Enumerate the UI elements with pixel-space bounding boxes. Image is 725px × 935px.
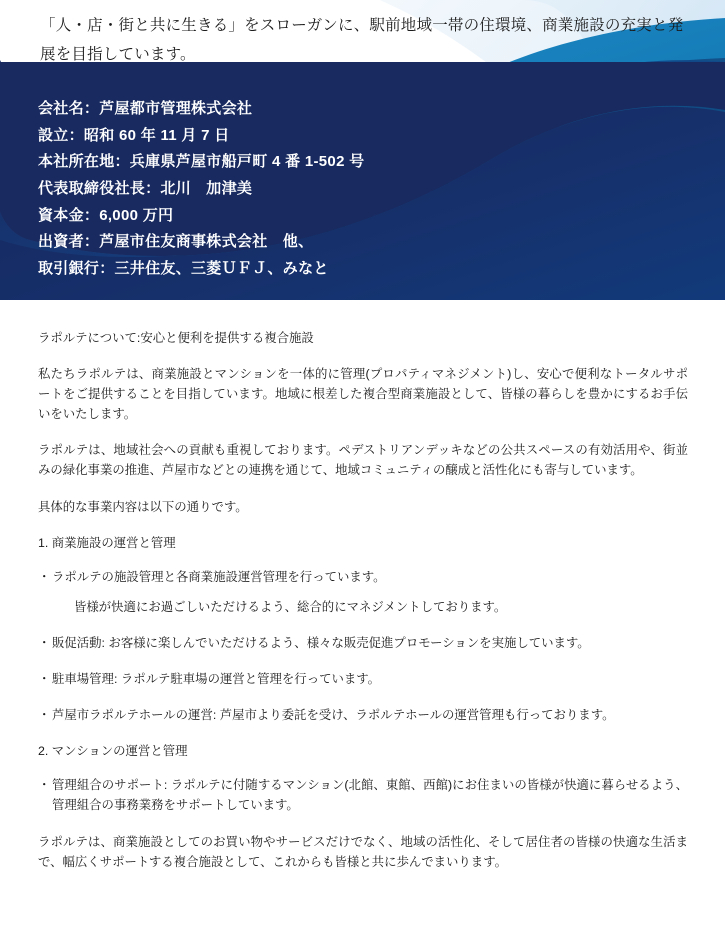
list-item <box>38 705 688 725</box>
list-item <box>38 775 688 815</box>
company-info-line-president: 代表取締役社長：北川 加津美 <box>38 180 253 198</box>
bullet-icon: ・ <box>38 635 51 650</box>
section-2-list <box>38 775 688 815</box>
bullet-icon: ・ <box>38 708 51 723</box>
company-info-line-address: 本社所在地：兵庫県芦屋市船戸町 4 番 1-502 号 <box>38 153 365 171</box>
header-banner <box>0 0 725 300</box>
list-item-label: 駐車場管理: ラポルテ駐車場の運営と管理を行っています。 <box>52 672 381 687</box>
bullet-icon: ・ <box>38 672 51 687</box>
list-item <box>38 633 688 653</box>
body-paragraph-2: ラポルテは、地域社会への貢献も重視しております。ペデストリアンデッキなどの公共スペースの有効活用や、街並みの緑化事業の推進、芦屋市などとの連携を通じて、地域コミュニティの醸成と活性化にも寄与しています。 <box>38 443 688 478</box>
body-lead: ラポルテについて:安心と便利を提供する複合施設 <box>38 331 314 345</box>
list-item-label: 販促活動: お客様に楽しんでいただけるよう、様々な販売促進プロモーションを実施しています。 <box>52 635 590 650</box>
list-item <box>38 669 688 689</box>
document-body <box>38 328 688 872</box>
section-1-list <box>38 567 688 587</box>
section-1-heading: 1. 商業施設の運営と管理 <box>38 535 176 550</box>
body-paragraph-1: 私たちラポルテは、商業施設とマンションを一体的に管理(プロパティマネジメント)し、安心で便利なトータルサポートをご提供することを目指しています。地域に根差した複合型商業施設として、皆様の暮らしを豊かにするお手伝いをいたします。 <box>38 367 688 422</box>
company-info-line-name: 会社名：芦屋都市管理株式会社 <box>38 100 253 117</box>
header-slogan: 「人・店・街と共に生きる」をスローガンに、駅前地域一帯の住環境、商業施設の充実と発展を目指しています。 <box>40 17 684 63</box>
company-info-line-investors: 出資者：芦屋市住友商事株式会社 他、 <box>38 233 314 251</box>
list-item <box>38 567 688 587</box>
section-1-list-continued <box>38 633 688 725</box>
list-item-label: 管理組合のサポート: ラポルテに付随するマンション(北館、東館、西館)にお住まいの皆様が快適に暮らせるよう、管理組合の事務業務をサポートしています。 <box>52 778 688 813</box>
company-info-line-capital: 資本金：6,000 万円 <box>38 206 174 224</box>
list-item-label: 芦屋市ラポルテホールの運営: 芦屋市より委託を受け、ラポルテホールの運営管理も行っております。 <box>52 708 615 723</box>
company-info-line-banks: 取引銀行：三井住友、三菱ＵＦＪ、みなと <box>38 260 329 278</box>
company-info-line-founded: 設立：昭和 60 年 11 月 7 日 <box>38 126 230 144</box>
company-info-block <box>38 96 364 283</box>
bullet-icon: ・ <box>38 569 51 584</box>
bullet-icon: ・ <box>38 778 51 793</box>
section-1-subnote: 皆様が快適にお過ごしいただけるよう、総合的にマネジメントしております。 <box>74 599 507 614</box>
list-item-label: ラポルテの施設管理と各商業施設運営管理を行っています。 <box>52 569 386 584</box>
body-closing: ラポルテは、商業施設としてのお買い物やサービスだけでなく、地域の活性化、そして居住者の皆様の快適な生活まで、幅広くサポートする複合施設として、これからも皆様と共に歩んでまいります。 <box>38 834 688 869</box>
section-2-heading: 2. マンションの運営と管理 <box>38 744 188 759</box>
body-paragraph-3: 具体的な事業内容は以下の通りです。 <box>38 499 248 514</box>
